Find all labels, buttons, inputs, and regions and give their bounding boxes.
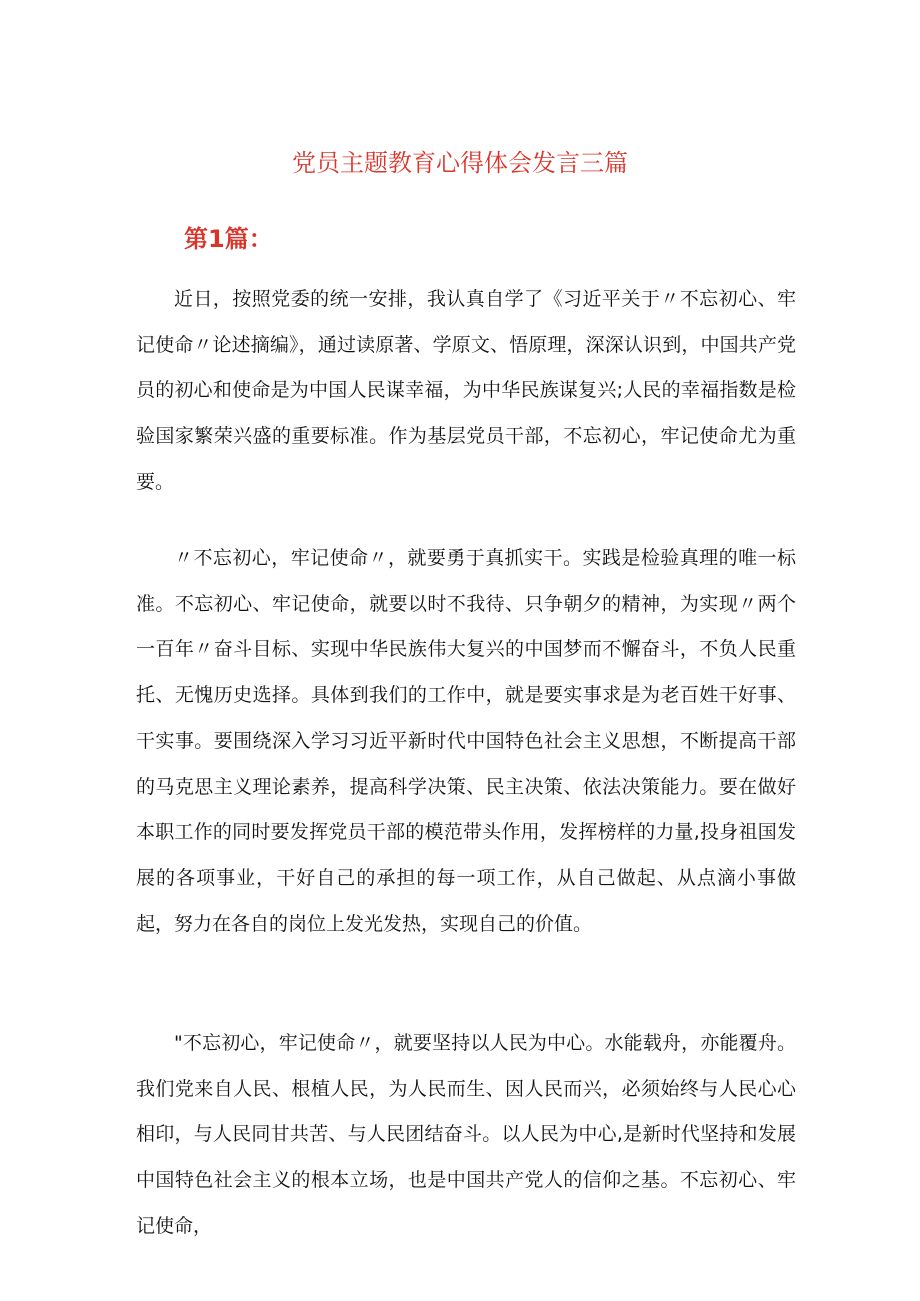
paragraph-1: 近日，按照党委的统一安排，我认真自学了《习近平关于〃不忘初心、牢记使命〃论述摘编》，通过读原著、学原文、悟原理，深深认识到，中国共产党员的初心和使命是为中国人民谋幸福，为中华民族谋复兴;人民的幸福指数是检验国家繁荣兴盛的重要标准。作为基层党员干部，不忘初心，牢记使命尤为重要。	[136, 288, 796, 493]
document-title: 党员主题教育心得体会发言三篇	[292, 149, 628, 177]
section-heading: 第1篇：	[184, 225, 273, 253]
paragraph-2: 〃不忘初心，牢记使命〃，就要勇于真抓实干。实践是检验真理的唯一标准。不忘初心、牢记使命，就要以时不我待、只争朝夕的精神，为实现〃两个一百年〃奋斗目标、实现中华民族伟大复兴的中国梦而不懈奋斗，不负人民重托、无愧历史选择。具体到我们的工作中，就是要实事求是为老百姓干好事、干实事。要围绕深入学习习近平新时代中国特色社会主义思想，不断提高干部的马克思主义理论素养，提高科学决策、民主决策、依法决策能力。要在做好本职工作的同时要发挥党员干部的模范带头作用，发挥榜样的力量,投身祖国发展的各项事业，干好自己的承担的每一项工作，从自己做起、从点滴小事做起，努力在各自的岗位上发光发热，实现自己的价值。	[136, 547, 796, 935]
paragraph-3: "不忘初心，牢记使命〃，就要坚持以人民为中心。水能载舟，亦能覆舟。我们党来自人民、根植人民，为人民而生、因人民而兴，必须始终与人民心心相印，与人民同甘共苦、与人民团结奋斗。以人民为中心,是新时代坚持和发展中国特色社会主义的根本立场，也是中国共产党人的信仰之基。不忘初心、牢记使命，	[136, 1032, 796, 1237]
